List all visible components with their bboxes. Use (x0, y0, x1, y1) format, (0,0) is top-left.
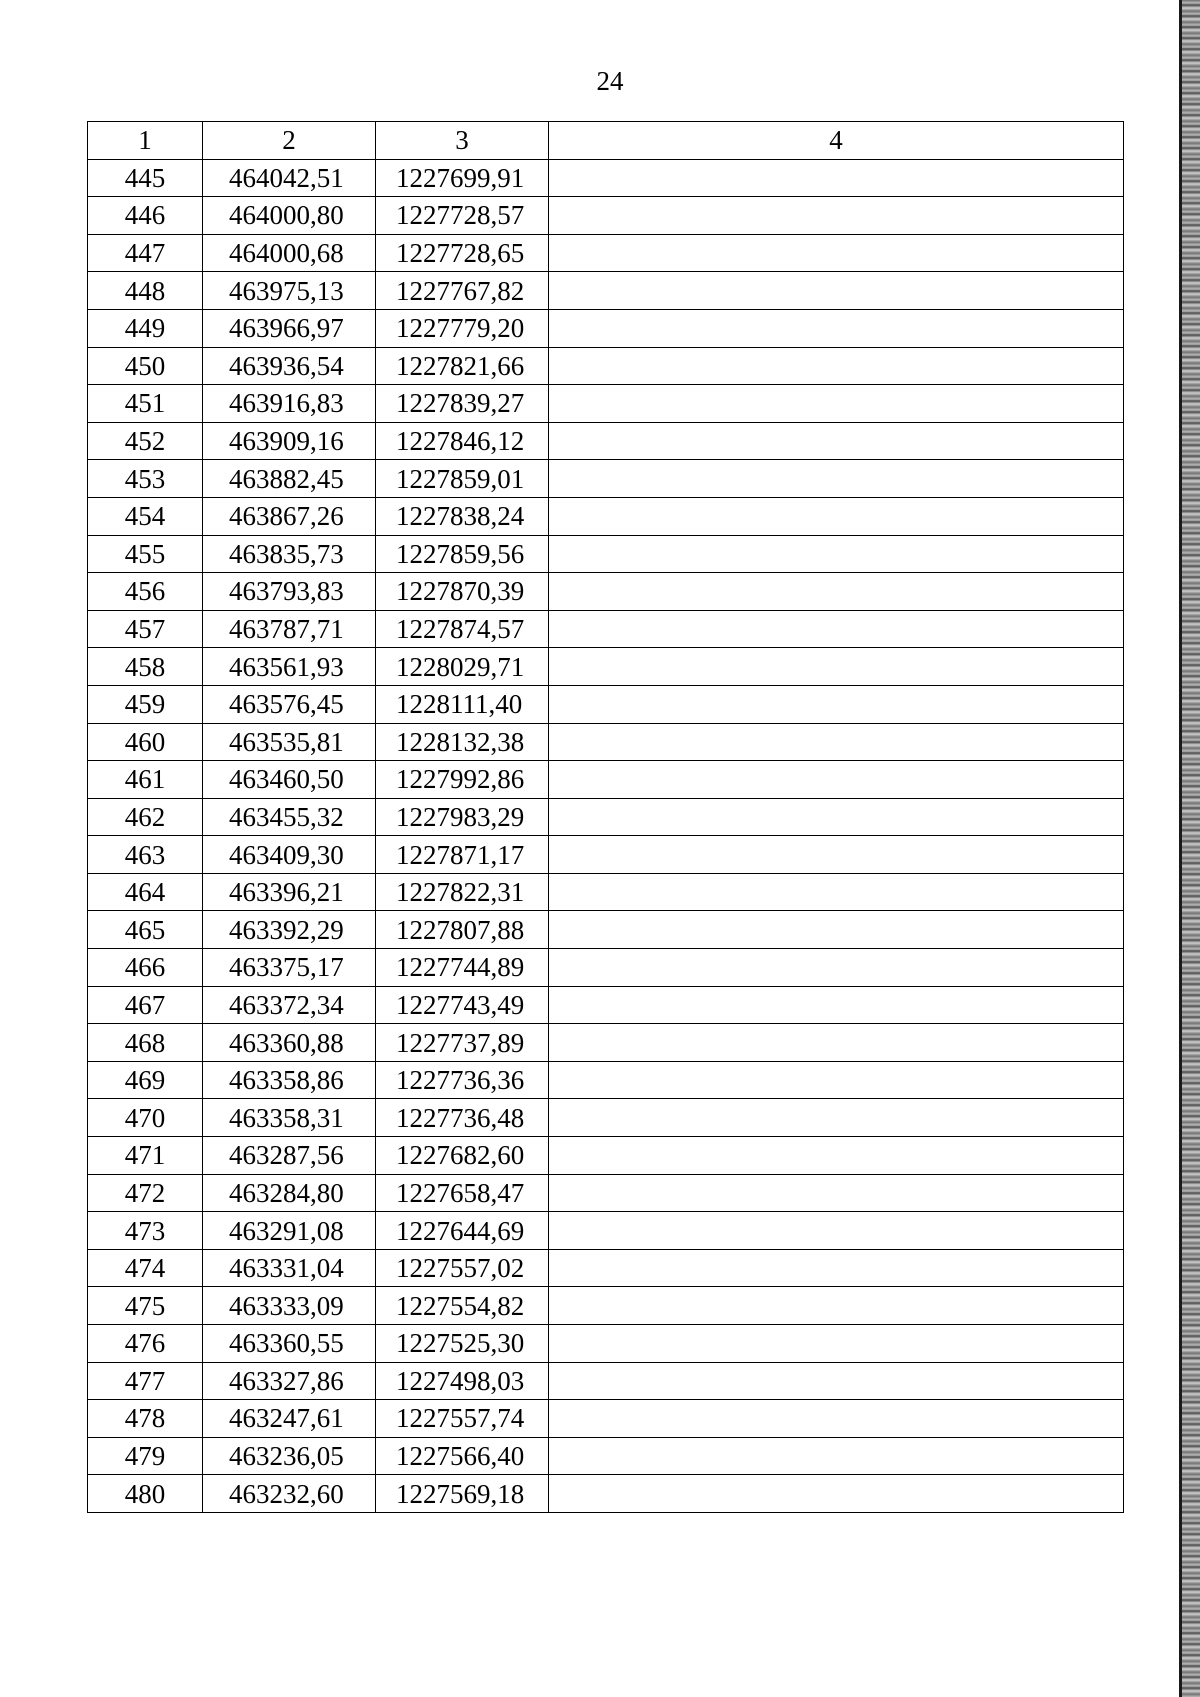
point-number-cell: 480 (88, 1475, 203, 1513)
description-cell (549, 1024, 1124, 1062)
description-cell (549, 460, 1124, 498)
x-coordinate-cell: 463460,50 (203, 761, 376, 799)
table-row (88, 272, 1124, 310)
x-coordinate-cell: 463561,93 (203, 648, 376, 686)
column-header-3: 3 (376, 122, 549, 160)
x-coordinate-cell: 463331,04 (203, 1249, 376, 1287)
y-coordinate-cell: 1227557,02 (376, 1249, 549, 1287)
table-row (88, 648, 1124, 686)
table-header (88, 122, 1124, 160)
point-number-cell: 464 (88, 873, 203, 911)
x-coordinate-cell: 463291,08 (203, 1212, 376, 1250)
table-body (88, 159, 1124, 1512)
y-coordinate-cell: 1227743,49 (376, 986, 549, 1024)
x-coordinate-cell: 463916,83 (203, 385, 376, 423)
y-coordinate-cell: 1227846,12 (376, 422, 549, 460)
y-coordinate-cell: 1227557,74 (376, 1400, 549, 1438)
description-cell (549, 1099, 1124, 1137)
description-cell (549, 385, 1124, 423)
table-row (88, 1024, 1124, 1062)
y-coordinate-cell: 1227859,01 (376, 460, 549, 498)
y-coordinate-cell: 1227874,57 (376, 610, 549, 648)
y-coordinate-cell: 1227644,69 (376, 1212, 549, 1250)
table-row (88, 197, 1124, 235)
point-number-cell: 474 (88, 1249, 203, 1287)
x-coordinate-cell: 463392,29 (203, 911, 376, 949)
table-row (88, 949, 1124, 987)
y-coordinate-cell: 1227736,48 (376, 1099, 549, 1137)
x-coordinate-cell: 463287,56 (203, 1137, 376, 1175)
table-row (88, 422, 1124, 460)
y-coordinate-cell: 1227821,66 (376, 347, 549, 385)
description-cell (549, 1437, 1124, 1475)
y-coordinate-cell: 1227658,47 (376, 1174, 549, 1212)
table-row (88, 873, 1124, 911)
description-cell (549, 836, 1124, 874)
point-number-cell: 468 (88, 1024, 203, 1062)
point-number-cell: 473 (88, 1212, 203, 1250)
y-coordinate-cell: 1227566,40 (376, 1437, 549, 1475)
table-row (88, 723, 1124, 761)
description-cell (549, 1212, 1124, 1250)
description-cell (549, 535, 1124, 573)
x-coordinate-cell: 463333,09 (203, 1287, 376, 1325)
table-row (88, 385, 1124, 423)
point-number-cell: 470 (88, 1099, 203, 1137)
description-cell (549, 497, 1124, 535)
x-coordinate-cell: 463787,71 (203, 610, 376, 648)
x-coordinate-cell: 463975,13 (203, 272, 376, 310)
x-coordinate-cell: 463909,16 (203, 422, 376, 460)
description-cell (549, 272, 1124, 310)
table-row (88, 159, 1124, 197)
point-number-cell: 451 (88, 385, 203, 423)
table-row (88, 1287, 1124, 1325)
y-coordinate-cell: 1227767,82 (376, 272, 549, 310)
point-number-cell: 446 (88, 197, 203, 235)
coordinates-table (87, 121, 1124, 1513)
table-row (88, 798, 1124, 836)
x-coordinate-cell: 463236,05 (203, 1437, 376, 1475)
y-coordinate-cell: 1227839,27 (376, 385, 549, 423)
y-coordinate-cell: 1227682,60 (376, 1137, 549, 1175)
point-number-cell: 447 (88, 234, 203, 272)
description-cell (549, 1249, 1124, 1287)
table-row (88, 460, 1124, 498)
x-coordinate-cell: 463793,83 (203, 573, 376, 611)
point-number-cell: 455 (88, 535, 203, 573)
point-number-cell: 466 (88, 949, 203, 987)
column-header-2: 2 (203, 122, 376, 160)
point-number-cell: 467 (88, 986, 203, 1024)
y-coordinate-cell: 1227870,39 (376, 573, 549, 611)
x-coordinate-cell: 463409,30 (203, 836, 376, 874)
x-coordinate-cell: 463358,31 (203, 1099, 376, 1137)
description-cell (549, 911, 1124, 949)
description-cell (549, 1475, 1124, 1513)
x-coordinate-cell: 463455,32 (203, 798, 376, 836)
table-row (88, 535, 1124, 573)
table-row (88, 1249, 1124, 1287)
table-row (88, 573, 1124, 611)
x-coordinate-cell: 463936,54 (203, 347, 376, 385)
x-coordinate-cell: 464042,51 (203, 159, 376, 197)
x-coordinate-cell: 463327,86 (203, 1362, 376, 1400)
y-coordinate-cell: 1227737,89 (376, 1024, 549, 1062)
description-cell (549, 1137, 1124, 1175)
point-number-cell: 472 (88, 1174, 203, 1212)
x-coordinate-cell: 463372,34 (203, 986, 376, 1024)
point-number-cell: 457 (88, 610, 203, 648)
x-coordinate-cell: 463396,21 (203, 873, 376, 911)
table-row (88, 234, 1124, 272)
table-row (88, 836, 1124, 874)
x-coordinate-cell: 464000,68 (203, 234, 376, 272)
table-row (88, 1325, 1124, 1363)
point-number-cell: 479 (88, 1437, 203, 1475)
description-cell (549, 949, 1124, 987)
point-number-cell: 450 (88, 347, 203, 385)
description-cell (549, 573, 1124, 611)
table-row (88, 986, 1124, 1024)
y-coordinate-cell: 1227744,89 (376, 949, 549, 987)
description-cell (549, 159, 1124, 197)
table-row (88, 309, 1124, 347)
x-coordinate-cell: 463835,73 (203, 535, 376, 573)
y-coordinate-cell: 1227525,30 (376, 1325, 549, 1363)
y-coordinate-cell: 1227983,29 (376, 798, 549, 836)
point-number-cell: 453 (88, 460, 203, 498)
point-number-cell: 448 (88, 272, 203, 310)
table-row (88, 1174, 1124, 1212)
y-coordinate-cell: 1227992,86 (376, 761, 549, 799)
table-row (88, 761, 1124, 799)
y-coordinate-cell: 1227859,56 (376, 535, 549, 573)
y-coordinate-cell: 1227728,57 (376, 197, 549, 235)
description-cell (549, 309, 1124, 347)
page-number: 24 (596, 66, 624, 96)
x-coordinate-cell: 463360,55 (203, 1325, 376, 1363)
description-cell (549, 685, 1124, 723)
point-number-cell: 461 (88, 761, 203, 799)
point-number-cell: 475 (88, 1287, 203, 1325)
y-coordinate-cell: 1227838,24 (376, 497, 549, 535)
y-coordinate-cell: 1228029,71 (376, 648, 549, 686)
x-coordinate-cell: 463576,45 (203, 685, 376, 723)
point-number-cell: 476 (88, 1325, 203, 1363)
table-row (88, 497, 1124, 535)
table-row (88, 911, 1124, 949)
description-cell (549, 873, 1124, 911)
description-cell (549, 1325, 1124, 1363)
table-row (88, 1212, 1124, 1250)
description-cell (549, 1174, 1124, 1212)
y-coordinate-cell: 1227779,20 (376, 309, 549, 347)
table-row (88, 1475, 1124, 1513)
point-number-cell: 471 (88, 1137, 203, 1175)
x-coordinate-cell: 463360,88 (203, 1024, 376, 1062)
point-number-cell: 456 (88, 573, 203, 611)
description-cell (549, 610, 1124, 648)
point-number-cell: 449 (88, 309, 203, 347)
description-cell (549, 761, 1124, 799)
table-row (88, 347, 1124, 385)
description-cell (549, 986, 1124, 1024)
table-row (88, 1400, 1124, 1438)
y-coordinate-cell: 1227807,88 (376, 911, 549, 949)
x-coordinate-cell: 463232,60 (203, 1475, 376, 1513)
table-row (88, 1061, 1124, 1099)
point-number-cell: 462 (88, 798, 203, 836)
y-coordinate-cell: 1228111,40 (376, 685, 549, 723)
y-coordinate-cell: 1227728,65 (376, 234, 549, 272)
x-coordinate-cell: 463966,97 (203, 309, 376, 347)
description-cell (549, 1400, 1124, 1438)
x-coordinate-cell: 463375,17 (203, 949, 376, 987)
x-coordinate-cell: 463882,45 (203, 460, 376, 498)
description-cell (549, 347, 1124, 385)
table-header-row (88, 122, 1124, 160)
table-row (88, 685, 1124, 723)
x-coordinate-cell: 463867,26 (203, 497, 376, 535)
point-number-cell: 460 (88, 723, 203, 761)
x-coordinate-cell: 463535,81 (203, 723, 376, 761)
point-number-cell: 458 (88, 648, 203, 686)
y-coordinate-cell: 1227871,17 (376, 836, 549, 874)
y-coordinate-cell: 1228132,38 (376, 723, 549, 761)
x-coordinate-cell: 463358,86 (203, 1061, 376, 1099)
description-cell (549, 648, 1124, 686)
description-cell (549, 798, 1124, 836)
description-cell (549, 723, 1124, 761)
description-cell (549, 197, 1124, 235)
x-coordinate-cell: 464000,80 (203, 197, 376, 235)
y-coordinate-cell: 1227569,18 (376, 1475, 549, 1513)
point-number-cell: 452 (88, 422, 203, 460)
point-number-cell: 469 (88, 1061, 203, 1099)
description-cell (549, 1362, 1124, 1400)
point-number-cell: 459 (88, 685, 203, 723)
description-cell (549, 422, 1124, 460)
table-row (88, 1437, 1124, 1475)
point-number-cell: 445 (88, 159, 203, 197)
y-coordinate-cell: 1227736,36 (376, 1061, 549, 1099)
y-coordinate-cell: 1227498,03 (376, 1362, 549, 1400)
scan-edge-texture (1182, 0, 1200, 1697)
point-number-cell: 465 (88, 911, 203, 949)
table-row (88, 1099, 1124, 1137)
description-cell (549, 1287, 1124, 1325)
y-coordinate-cell: 1227822,31 (376, 873, 549, 911)
table-row (88, 610, 1124, 648)
description-cell (549, 234, 1124, 272)
y-coordinate-cell: 1227699,91 (376, 159, 549, 197)
x-coordinate-cell: 463284,80 (203, 1174, 376, 1212)
point-number-cell: 477 (88, 1362, 203, 1400)
point-number-cell: 454 (88, 497, 203, 535)
table-row (88, 1362, 1124, 1400)
table-row (88, 1137, 1124, 1175)
column-header-1: 1 (88, 122, 203, 160)
x-coordinate-cell: 463247,61 (203, 1400, 376, 1438)
column-header-4: 4 (549, 122, 1124, 160)
point-number-cell: 463 (88, 836, 203, 874)
point-number-cell: 478 (88, 1400, 203, 1438)
description-cell (549, 1061, 1124, 1099)
y-coordinate-cell: 1227554,82 (376, 1287, 549, 1325)
